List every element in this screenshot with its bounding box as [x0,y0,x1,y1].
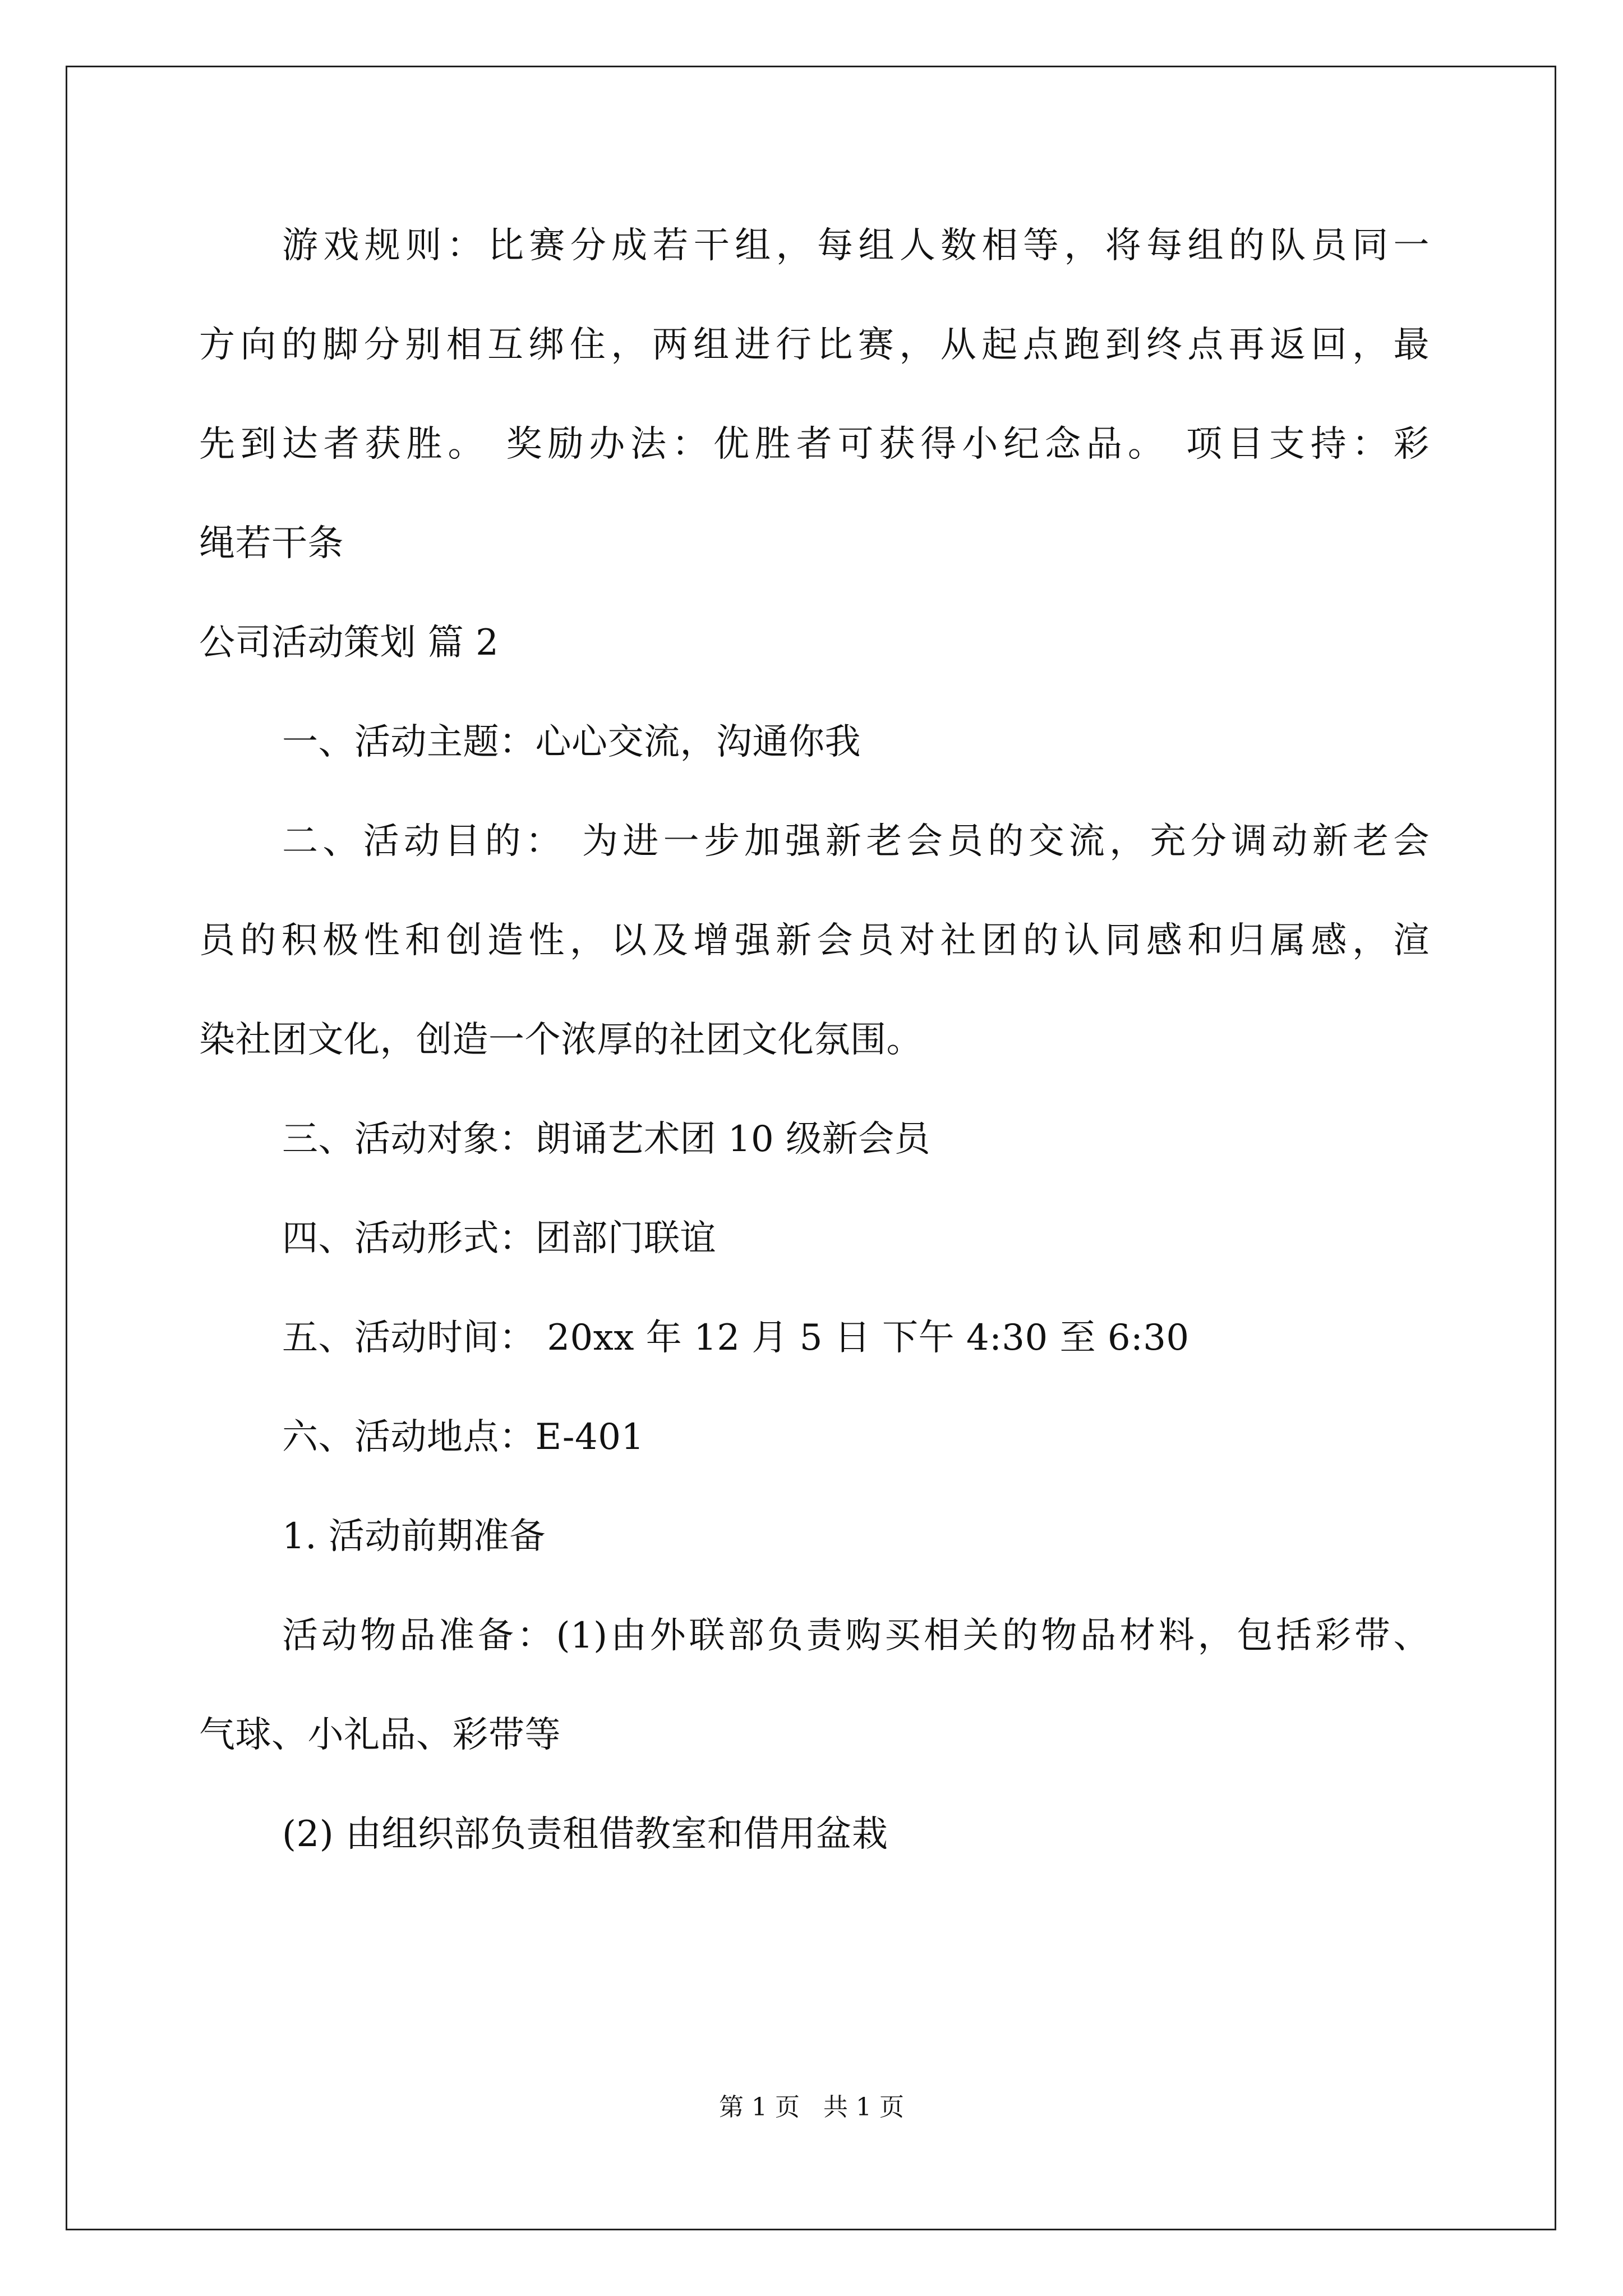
paragraph-line: 三、活动对象：朗诵艺术团 10 级新会员 [282,1119,931,1160]
paragraph-line: 1. 活动前期准备 [282,1516,546,1557]
paragraph-line: 先到达者获胜。 奖励办法：优胜者可获得小纪念品。 项目支持：彩 [199,424,1430,465]
paragraph-line: 二、活动目的： 为进一步加强新老会员的交流，充分调动新老会 [282,821,1430,862]
paragraph-line: 染社团文化，创造一个浓厚的社团文化氛围。 [199,1019,923,1061]
paragraph-line: 六、活动地点：E-401 [282,1416,644,1458]
page-total: 共 1 页 [823,2093,904,2122]
paragraph-line: 游戏规则：比赛分成若干组，每组人数相等，将每组的队员同一 [282,225,1430,266]
paragraph-line: 气球、小礼品、彩带等 [199,1714,561,1756]
section-heading: 公司活动策划 篇 2 [199,622,499,664]
paragraph-line: 五、活动时间： 20xx 年 12 月 5 日 下午 4:30 至 6:30 [282,1317,1189,1359]
paragraph-line: 方向的脚分别相互绑住，两组进行比赛，从起点跑到终点再返回，最 [199,324,1430,366]
paragraph-line: 绳若干条 [199,523,344,564]
paragraph-line: 一、活动主题：心心交流，沟通你我 [282,721,861,763]
paragraph-line: 员的积极性和创造性，以及增强新会员对社团的认同感和归属感，渲 [199,920,1430,961]
page-footer [0,2091,1623,2124]
paragraph-line: (2) 由组织部负责租借教室和借用盆栽 [282,1814,888,1855]
page-number: 第 1 页 [719,2093,800,2122]
paragraph-line: 四、活动形式：团部门联谊 [282,1218,716,1259]
paragraph-line: 活动物品准备：(1)由外联部负责购买相关的物品材料，包括彩带、 [282,1615,1430,1657]
